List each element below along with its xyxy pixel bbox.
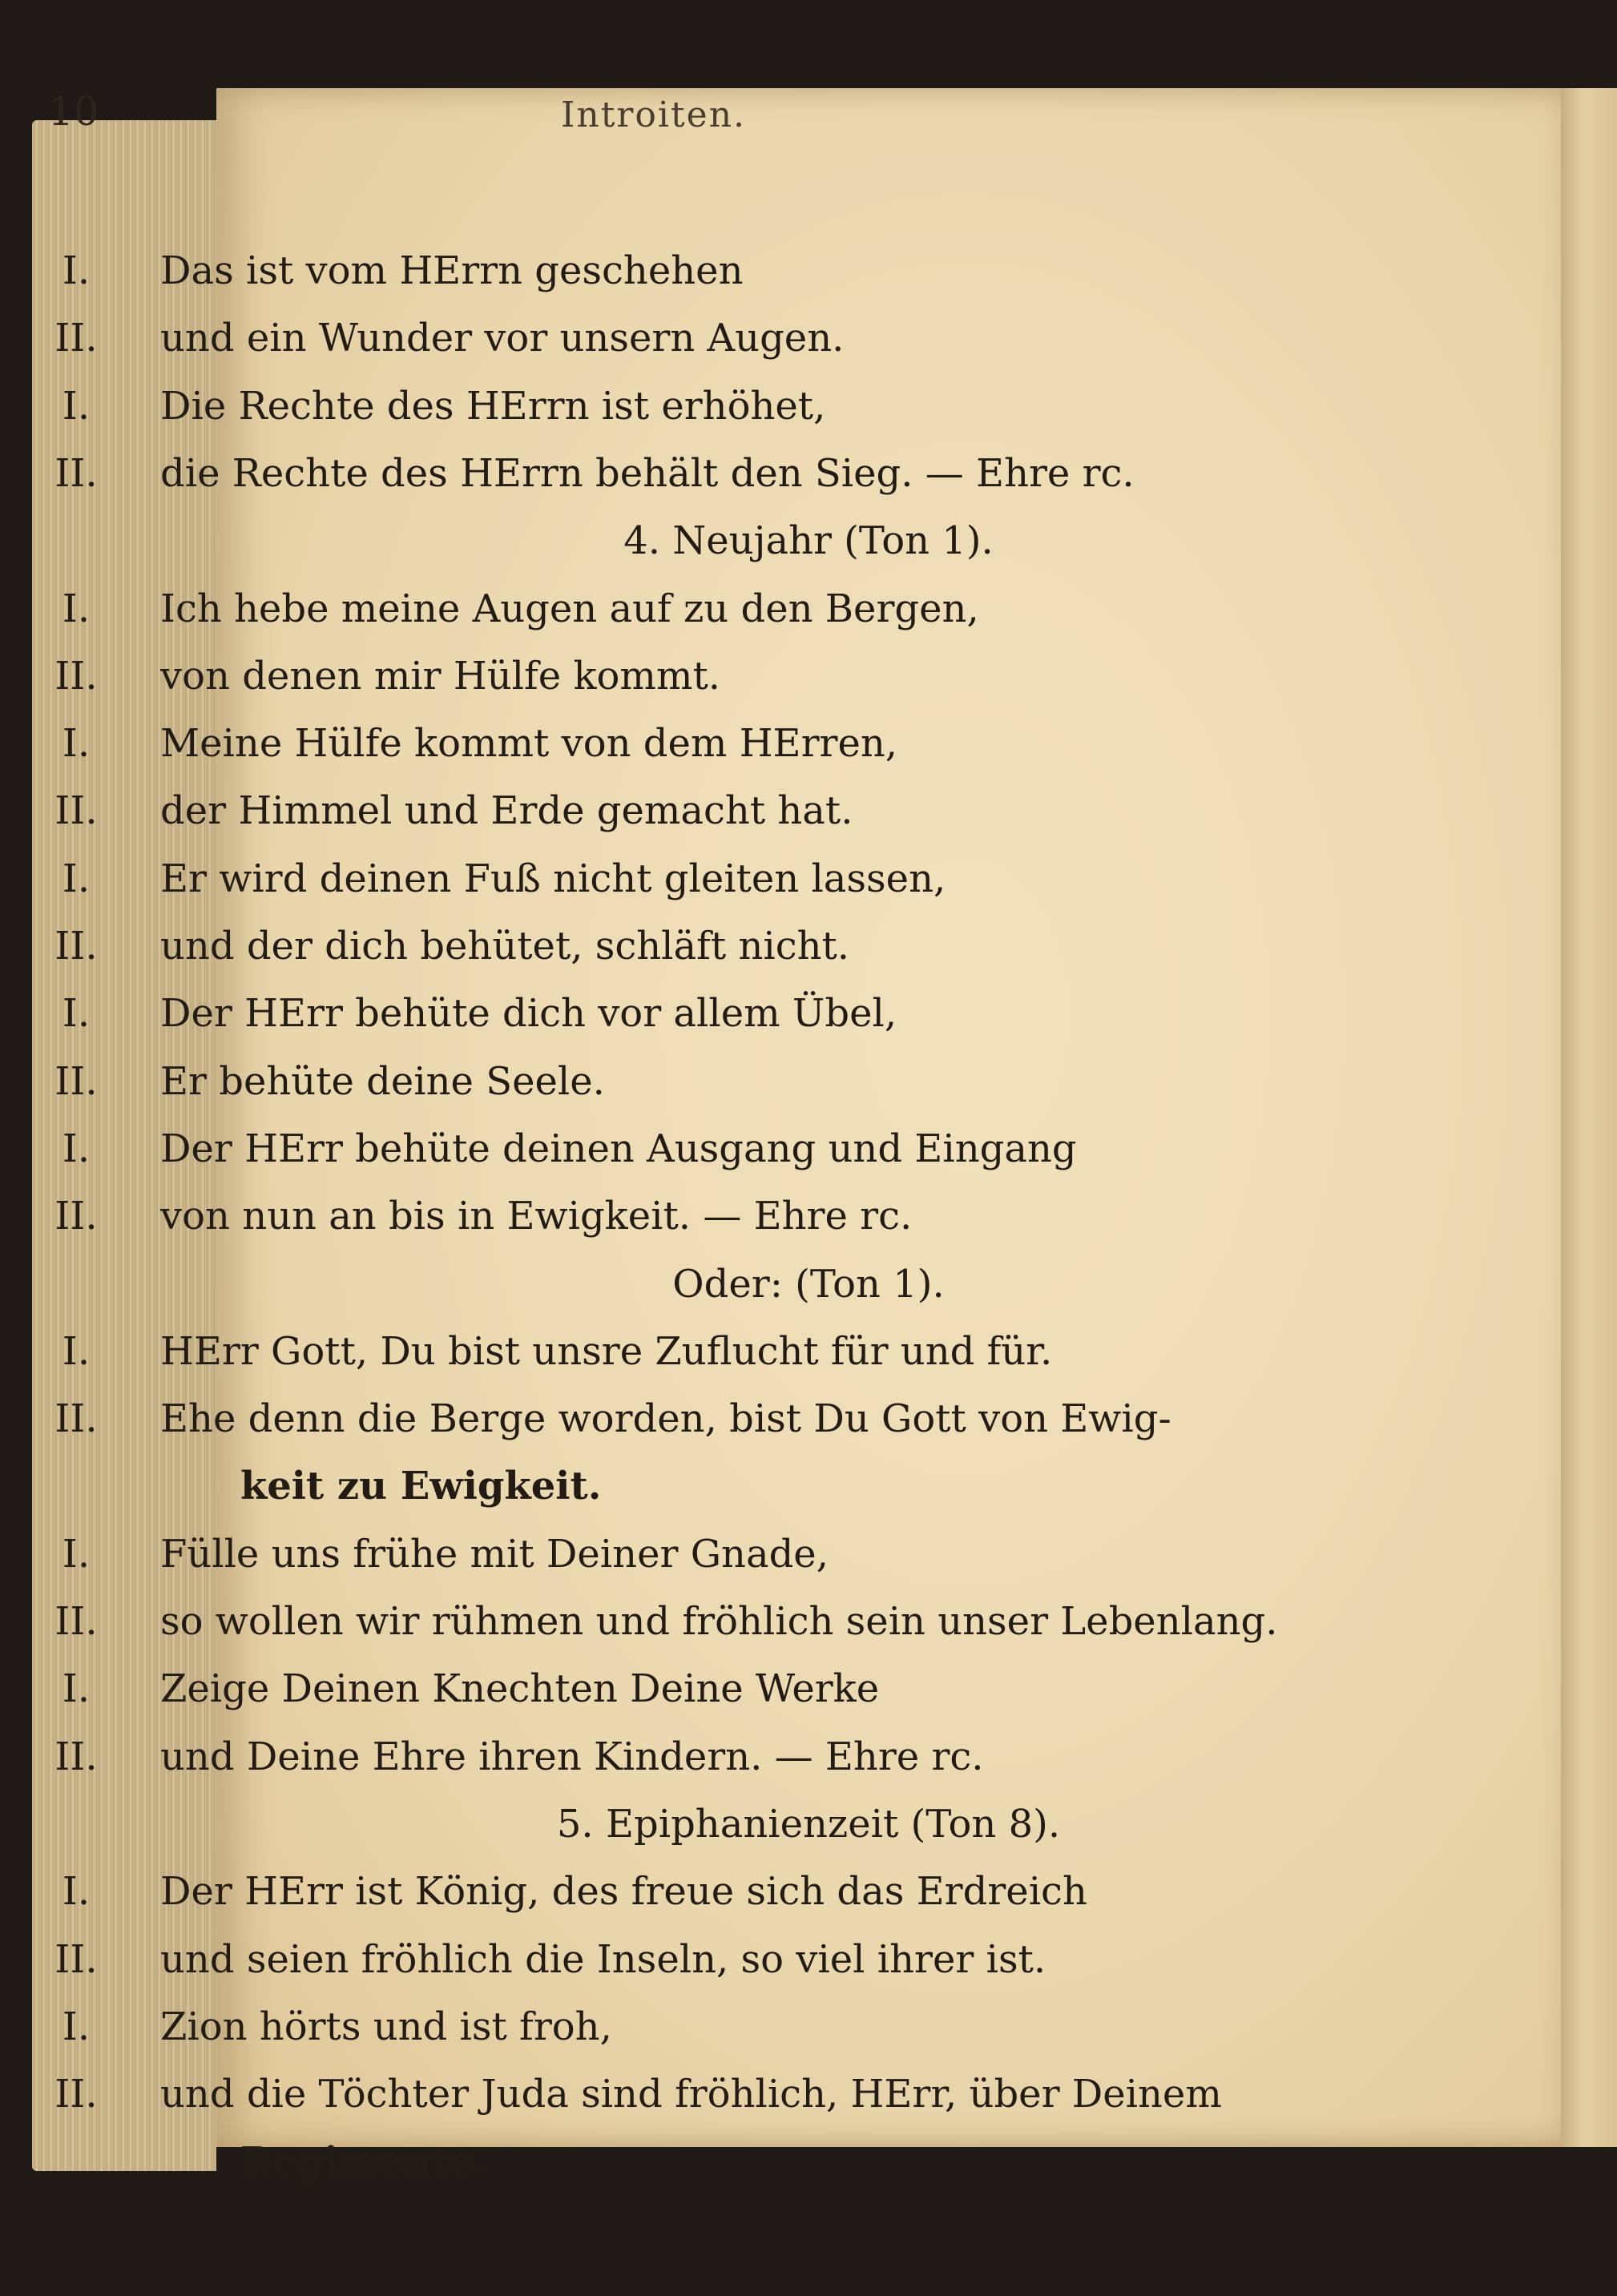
verse-label: I. [62, 1328, 91, 1374]
verse-label: I. [62, 856, 91, 901]
verse-label: I. [62, 1666, 91, 1712]
verse-text: und der dich behütet, schläft nicht. [160, 924, 850, 969]
verse-line [0, 1396, 1617, 1460]
verse-label: I. [62, 248, 91, 293]
verse-text: Der HErr behüte deinen Ausgang und Eingang [160, 1126, 1077, 1171]
verse-line [0, 1937, 1617, 2001]
verse-line [0, 721, 1617, 785]
verse-text: 5. Epiphanienzeit (Ton 8). [556, 1801, 1061, 1847]
verse-text: Zion hörts und ist froh, [160, 2004, 612, 2049]
verse-line [0, 991, 1617, 1055]
verse-line [0, 1126, 1617, 1190]
verse-line [0, 654, 1617, 718]
verse-label: II. [54, 2072, 98, 2117]
verse-line [0, 1194, 1617, 1258]
running-title: Introiten. [561, 95, 747, 135]
verse-text: und ein Wunder vor unsern Augen. [160, 316, 845, 361]
verse-text: und seien fröhlich die Inseln, so viel ihrer ist. [160, 1936, 1046, 1982]
verse-text: und Deine Ehre ihren Kindern. — Ehre rc. [160, 1734, 984, 1779]
verse-line [0, 451, 1617, 515]
page-header [0, 88, 1617, 152]
verse-line [0, 856, 1617, 920]
verse-label: II. [54, 924, 98, 969]
verse-line [0, 1666, 1617, 1730]
verse-label: I. [62, 1869, 91, 1915]
verse-label: I. [62, 2004, 91, 2049]
verse-line [0, 248, 1617, 312]
verse-label: I. [62, 586, 91, 631]
verse-label: I. [62, 1531, 91, 1577]
verse-text: keit zu Ewigkeit. [240, 1464, 602, 1509]
verse-text: 4. Neujahr (Ton 1). [623, 518, 994, 564]
verse-text: die Rechte des HErrn behält den Sieg. — Ehre rc. [160, 450, 1135, 496]
verse-line [0, 2004, 1617, 2068]
verse-text: Regimente. [240, 2139, 487, 2185]
verse-label: I. [62, 991, 91, 1037]
verse-label: II. [54, 1058, 98, 1104]
verse-text: Zeige Deinen Knechten Deine Werke [160, 1666, 880, 1712]
verse-label: II. [54, 653, 98, 699]
verse-line [0, 1734, 1617, 1799]
verse-line [0, 1464, 1617, 1528]
verse-text: und die Töchter Juda sind fröhlich, HErr, über Deinem [160, 2072, 1222, 2117]
verse-text: Ich hebe meine Augen auf zu den Bergen, [160, 586, 979, 631]
verse-label: II. [54, 1599, 98, 1644]
verse-text: so wollen wir rühmen und fröhlich sein unser Lebenlang. [160, 1599, 1278, 1644]
verse-label: I. [62, 1126, 91, 1171]
verse-text: Fülle uns frühe mit Deiner Gnade, [160, 1531, 829, 1577]
verse-text: Er wird deinen Fuß nicht gleiten lassen, [160, 856, 946, 901]
page-number: 10 [48, 88, 99, 135]
section-heading [0, 1802, 1617, 1866]
verse-text: Die Rechte des HErrn ist erhöhet, [160, 383, 826, 429]
verse-text: Meine Hülfe kommt von dem HErren, [160, 721, 898, 767]
verse-text: Das ist vom HErrn geschehen [160, 248, 744, 293]
verse-label: II. [54, 1936, 98, 1982]
verse-text: der Himmel und Erde gemacht hat. [160, 788, 853, 834]
verse-line [0, 1869, 1617, 1933]
verse-text: Oder: (Ton 1). [672, 1261, 945, 1307]
verse-label: II. [54, 450, 98, 496]
verse-text: HErr Gott, Du bist unsre Zuflucht für und für. [160, 1328, 1053, 1374]
verse-text: Er behüte deine Seele. [160, 1058, 605, 1104]
verse-line [0, 384, 1617, 448]
verse-label: II. [54, 316, 98, 361]
section-heading [0, 1262, 1617, 1326]
verse-label: II. [54, 788, 98, 834]
verse-line [0, 2072, 1617, 2136]
verse-label: II. [54, 1734, 98, 1779]
section-heading [0, 518, 1617, 582]
verse-line [0, 1532, 1617, 1596]
verse-text: von nun an bis in Ewigkeit. — Ehre rc. [160, 1194, 913, 1239]
verse-line [0, 316, 1617, 380]
verse-line [0, 2139, 1617, 2203]
verse-label: I. [62, 721, 91, 767]
verse-text: Ehe denn die Berge worden, bist Du Gott von Ewig- [160, 1396, 1171, 1442]
verse-text: von denen mir Hülfe kommt. [160, 653, 720, 699]
verse-line [0, 1059, 1617, 1123]
verse-text: Der HErr behüte dich vor allem Übel, [160, 991, 897, 1037]
verse-text: Der HErr ist König, des freue sich das Erdreich [160, 1869, 1087, 1915]
verse-line [0, 788, 1617, 852]
verse-line [0, 924, 1617, 988]
verse-label: II. [54, 1396, 98, 1442]
verse-line [0, 1329, 1617, 1393]
verse-line [0, 586, 1617, 651]
verse-label: II. [54, 1194, 98, 1239]
verse-label: I. [62, 383, 91, 429]
verse-line [0, 1599, 1617, 1663]
